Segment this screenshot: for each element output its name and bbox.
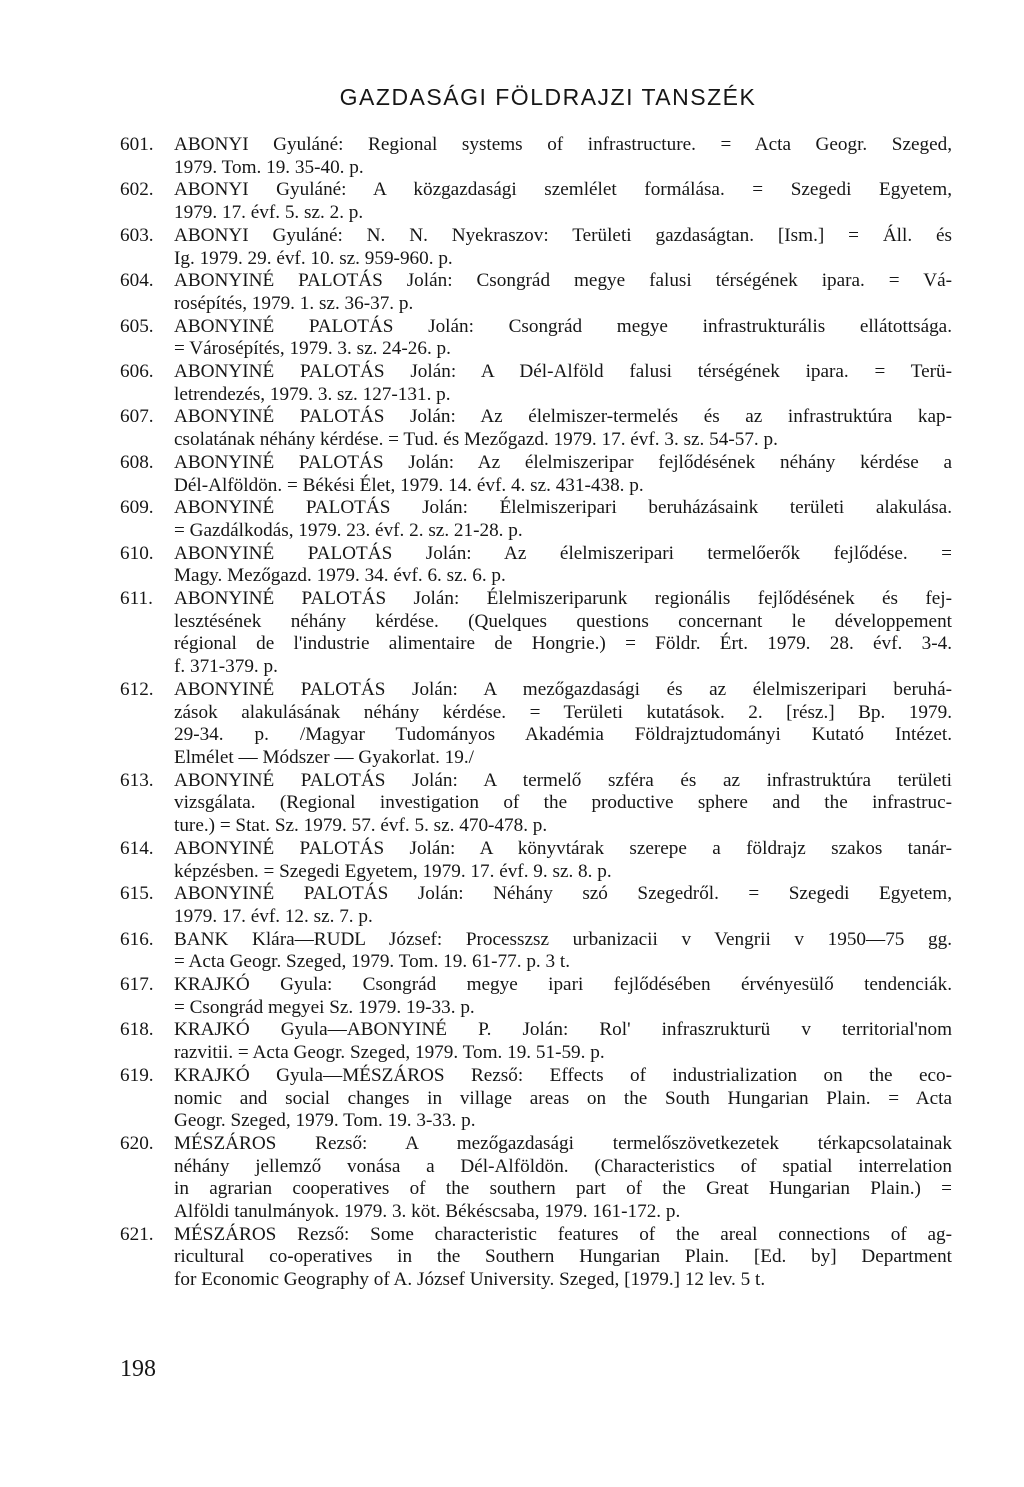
page-number: 198 — [120, 1356, 156, 1382]
entry-line: in agrarian cooperatives of the southern part of the Great Hungarian Plain.) = — [174, 1178, 952, 1200]
entry-number: 607. — [120, 406, 154, 428]
entry-number: 609. — [120, 497, 154, 519]
entry-text — [174, 497, 952, 542]
bibliography-entry — [120, 1224, 952, 1292]
entry-number: 615. — [120, 883, 154, 905]
entry-text — [174, 316, 952, 361]
entry-text — [174, 838, 952, 883]
entry-text — [174, 225, 952, 270]
entry-line: lesztésének néhány kérdése. (Quelques questions concernant le développement — [174, 610, 952, 632]
entry-number: 608. — [120, 451, 154, 473]
entry-line: = Városépítés, 1979. 3. sz. 24-26. p. — [174, 338, 451, 360]
bibliography-entry — [120, 1019, 952, 1064]
entry-line: = Gazdálkodás, 1979. 23. évf. 2. sz. 21-28. p. — [174, 519, 523, 541]
entry-line: ABONYINÉ PALOTÁS Jolán: Az élelmiszeripar fejlődésének néhány kérdése a — [174, 451, 952, 473]
entry-text — [174, 974, 952, 1019]
entry-line: ABONYINÉ PALOTÁS Jolán: Az élelmiszeripari termelőerők fejlődése. = — [174, 542, 952, 564]
entry-text — [174, 179, 952, 224]
entry-number: 621. — [120, 1223, 154, 1245]
entry-line: Geogr. Szeged, 1979. Tom. 19. 3-33. p. — [174, 1110, 476, 1132]
bibliography-entry — [120, 361, 952, 406]
entry-line: Ig. 1979. 29. évf. 10. sz. 959-960. p. — [174, 247, 453, 269]
entry-line: ABONYINÉ PALOTÁS Jolán: Néhány szó Szegedről. = Szegedi Egyetem, — [174, 883, 952, 905]
entry-line: ture.) = Stat. Sz. 1979. 57. évf. 5. sz. 470-478. p. — [174, 815, 548, 837]
entry-line: f. 371-379. p. — [174, 656, 278, 678]
entry-line: 1979. Tom. 19. 35-40. p. — [174, 156, 364, 178]
entry-line: ABONYINÉ PALOTÁS Jolán: Élelmiszeriparunk regionális fejlődésének és fej- — [174, 588, 952, 610]
entry-text — [174, 883, 952, 928]
entry-line: csolatának néhány kérdése. = Tud. és Mezőgazd. 1979. 17. évf. 3. sz. 54-57. p. — [174, 429, 778, 451]
entry-number: 611. — [120, 588, 153, 610]
entry-line: ABONYI Gyuláné: A közgazdasági szemlélet formálása. = Szegedi Egyetem, — [174, 179, 952, 201]
bibliography-entry — [120, 1133, 952, 1224]
bibliography-entry — [120, 134, 952, 179]
bibliography-entry — [120, 225, 952, 270]
entry-line: ABONYINÉ PALOTÁS Jolán: A mezőgazdasági és az élelmiszeripari beruhá- — [174, 678, 952, 700]
entry-line: 1979. 17. évf. 12. sz. 7. p. — [174, 905, 373, 927]
bibliography-entry — [120, 679, 952, 770]
bibliography-entry — [120, 1065, 952, 1133]
entry-line: MÉSZÁROS Rezső: Some characteristic features of the areal connections of ag- — [174, 1223, 952, 1245]
entry-line: ABONYI Gyuláné: N. N. Nyekraszov: Területi gazdaságtan. [Ism.] = Áll. és — [174, 224, 952, 246]
bibliography-entry — [120, 406, 952, 451]
entry-line: képzésben. = Szegedi Egyetem, 1979. 17. évf. 9. sz. 8. p. — [174, 860, 612, 882]
entry-line: for Economic Geography of A. József University. Szeged, [1979.] 12 lev. 5 t. — [174, 1269, 766, 1291]
entry-text — [174, 929, 952, 974]
entry-text — [174, 1019, 952, 1064]
bibliography-entry — [120, 974, 952, 1019]
entry-text — [174, 588, 952, 679]
bibliography-entry — [120, 543, 952, 588]
entry-number: 613. — [120, 769, 154, 791]
entry-number: 604. — [120, 270, 154, 292]
entry-line: vizsgálata. (Regional investigation of the productive sphere and the infrastruc- — [174, 792, 952, 814]
entry-line: 29-34. p. /Magyar Tudományos Akadémia Földrajztudományi Kutató Intézet. — [174, 724, 952, 746]
bibliography-entry — [120, 883, 952, 928]
bibliography-entry — [120, 770, 952, 838]
entry-line: ricultural co-operatives in the Southern Hungarian Plain. [Ed. by] Department — [174, 1246, 952, 1268]
bibliography-entry — [120, 588, 952, 679]
entry-number: 602. — [120, 179, 154, 201]
entry-number: 605. — [120, 315, 154, 337]
entry-line: letrendezés, 1979. 3. sz. 127-131. p. — [174, 383, 451, 405]
entry-line: MÉSZÁROS Rezső: A mezőgazdasági termelőszövetkezetek térkapcsolatainak — [174, 1132, 952, 1154]
entry-line: Elmélet — Módszer — Gyakorlat. 19./ — [174, 746, 475, 768]
entry-number: 601. — [120, 134, 154, 155]
entry-text — [174, 270, 952, 315]
entry-line: Dél-Alföldön. = Békési Élet, 1979. 14. évf. 4. sz. 431-438. p. — [174, 474, 644, 496]
bibliography-entry — [120, 929, 952, 974]
entry-number: 603. — [120, 224, 154, 246]
entry-line: BANK Klára—RUDL József: Processzsz urbanizacii v Vengrii v 1950—75 gg. — [174, 928, 952, 950]
entry-line: 1979. 17. évf. 5. sz. 2. p. — [174, 202, 364, 224]
entry-line: ABONYINÉ PALOTÁS Jolán: Az élelmiszer-termelés és az infrastruktúra kap- — [174, 406, 952, 428]
entry-text — [174, 1224, 952, 1292]
entry-line: néhány jellemző vonása a Dél-Alföldön. (Characteristics of spatial interrelation — [174, 1155, 952, 1177]
entry-line: KRAJKÓ Gyula—MÉSZÁROS Rezső: Effects of industrialization on the eco- — [174, 1064, 952, 1086]
entry-line: Magy. Mezőgazd. 1979. 34. évf. 6. sz. 6. p. — [174, 565, 506, 587]
bibliography-entry — [120, 316, 952, 361]
bibliography-entry — [120, 497, 952, 542]
bibliography-list — [120, 134, 952, 1292]
entry-text — [174, 406, 952, 451]
entry-text — [174, 1133, 952, 1224]
entry-line: ABONYINÉ PALOTÁS Jolán: Élelmiszeripari beruházásaink területi alakulása. — [174, 497, 952, 519]
entry-line: ABONYINÉ PALOTÁS Jolán: Csongrád megye falusi térségének ipara. = Vá- — [174, 270, 952, 292]
entry-text — [174, 770, 952, 838]
entry-line: KRAJKÓ Gyula—ABONYINÉ P. Jolán: Rol' infraszrukturü v territorial'nom — [174, 1019, 952, 1041]
entry-line: Alföldi tanulmányok. 1979. 3. köt. Békéscsaba, 1979. 161-172. p. — [174, 1201, 681, 1223]
entry-line: nomic and social changes in village areas on the South Hungarian Plain. = Acta — [174, 1087, 952, 1109]
entry-line: KRAJKÓ Gyula: Csongrád megye ipari fejlődésében érvényesülő tendenciák. — [174, 974, 952, 996]
bibliography-entry — [120, 838, 952, 883]
entry-line: = Acta Geogr. Szeged, 1979. Tom. 19. 61-77. p. 3 t. — [174, 951, 571, 973]
entry-number: 606. — [120, 361, 154, 383]
entry-number: 614. — [120, 837, 154, 859]
entry-number: 618. — [120, 1019, 154, 1041]
entry-line: ABONYINÉ PALOTÁS Jolán: A könyvtárak szerepe a földrajz szakos tanár- — [174, 837, 952, 859]
entry-line: régional de l'industrie alimentaire de Hongrie.) = Földr. Ért. 1979. 28. évf. 3-4. — [174, 633, 952, 655]
entry-number: 620. — [120, 1132, 154, 1154]
entry-line: = Csongrád megyei Sz. 1979. 19-33. p. — [174, 996, 475, 1018]
bibliography-entry — [120, 270, 952, 315]
entry-line: zások alakulásának néhány kérdése. = Területi kutatások. 2. [rész.] Bp. 1979. — [174, 701, 952, 723]
entry-text — [174, 134, 952, 179]
entry-line: razvitii. = Acta Geogr. Szeged, 1979. Tom. 19. 51-59. p. — [174, 1042, 605, 1064]
entry-number: 612. — [120, 678, 154, 700]
entry-line: ABONYINÉ PALOTÁS Jolán: A Dél-Alföld falusi térségének ipara. = Terü- — [174, 361, 952, 383]
entry-number: 619. — [120, 1064, 154, 1086]
entry-text — [174, 1065, 952, 1133]
bibliography-entry — [120, 179, 952, 224]
entry-number: 610. — [120, 542, 154, 564]
entry-text — [174, 679, 952, 770]
entry-text — [174, 543, 952, 588]
entry-line: ABONYINÉ PALOTÁS Jolán: Csongrád megye infrastrukturális ellátottsága. — [174, 315, 952, 337]
entry-line: ABONYINÉ PALOTÁS Jolán: A termelő szféra és az infrastruktúra területi — [174, 769, 952, 791]
entry-line: rosépítés, 1979. 1. sz. 36-37. p. — [174, 292, 414, 314]
entry-line: ABONYI Gyuláné: Regional systems of infrastructure. = Acta Geogr. Szeged, — [174, 134, 952, 155]
entry-text — [174, 361, 952, 406]
entry-text — [174, 452, 952, 497]
entry-number: 617. — [120, 974, 154, 996]
entry-number: 616. — [120, 928, 154, 950]
bibliography-entry — [120, 452, 952, 497]
page-header: GAZDASÁGI FÖLDRAJZI TANSZÉK — [339, 84, 757, 110]
